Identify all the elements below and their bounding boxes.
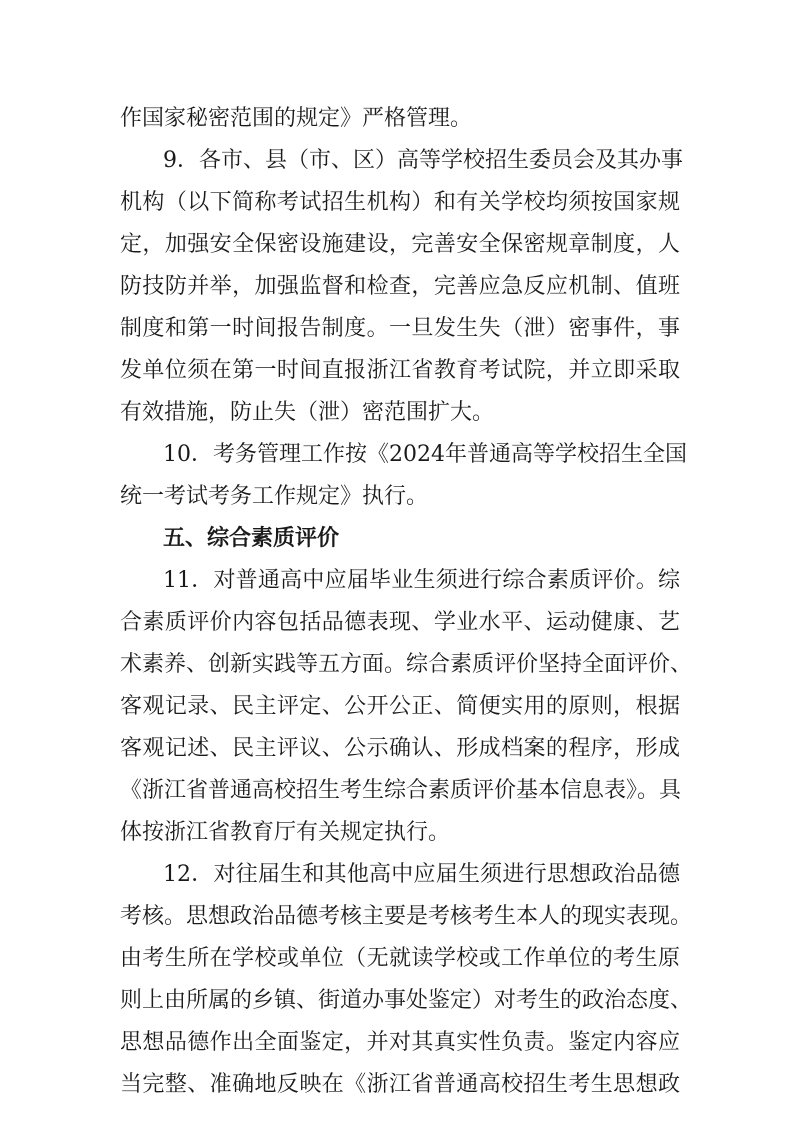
text-line: 12．对往届生和其他高中应届生须进行思想政治品德 xyxy=(163,862,680,887)
text-line: 制度和第一时间报告制度。一旦发生失（泄）密事件，事 xyxy=(120,316,680,341)
text-line: 定，加强安全保密设施建设，完善安全保密规章制度，人 xyxy=(120,232,680,257)
text-line: 作国家秘密范围的规定》严格管理。 xyxy=(120,106,473,131)
text-line: 则上由所属的乡镇、街道办事处鉴定）对考生的政治态度、 xyxy=(120,988,693,1013)
text-line: 10．考务管理工作按《2024年普通高等学校招生全国 xyxy=(163,442,687,467)
text-line: 思想品德作出全面鉴定，并对其真实性负责。鉴定内容应 xyxy=(120,1030,680,1055)
text-line: 11．对普通高中应届毕业生须进行综合素质评价。综 xyxy=(163,568,680,593)
text-line: 9．各市、县（市、区）高等学校招生委员会及其办事 xyxy=(163,148,683,173)
section-heading: 五、综合素质评价 xyxy=(163,526,340,551)
text-line: 考核。思想政治品德考核主要是考核考生本人的现实表现。 xyxy=(120,904,693,929)
text-line: 《浙江省普通高校招生考生综合素质评价基本信息表》。具 xyxy=(120,778,682,803)
text-line: 由考生所在学校或单位（无就读学校或工作单位的考生原 xyxy=(120,946,680,971)
text-line: 有效措施，防止失（泄）密范围扩大。 xyxy=(120,400,495,425)
text-line: 统一考试考务工作规定》执行。 xyxy=(120,484,429,509)
text-line: 体按浙江省教育厅有关规定执行。 xyxy=(120,820,451,845)
text-line: 防技防并举，加强监督和检查，完善应急反应机制、值班 xyxy=(120,274,680,299)
text-line: 合素质评价内容包括品德表现、学业水平、运动健康、艺 xyxy=(120,610,680,635)
text-line: 客观记述、民主评议、公示确认、形成档案的程序，形成 xyxy=(120,736,680,761)
text-line: 当完整、准确地反映在《浙江省普通高校招生考生思想政 xyxy=(120,1072,680,1097)
text-line: 客观记录、民主评定、公开公正、简便实用的原则，根据 xyxy=(120,694,680,719)
text-line: 发单位须在第一时间直报浙江省教育考试院，并立即采取 xyxy=(120,358,680,383)
text-line: 术素养、创新实践等五方面。综合素质评价坚持全面评价、 xyxy=(120,652,693,677)
text-line: 机构（以下简称考试招生机构）和有关学校均须按国家规 xyxy=(120,190,680,215)
